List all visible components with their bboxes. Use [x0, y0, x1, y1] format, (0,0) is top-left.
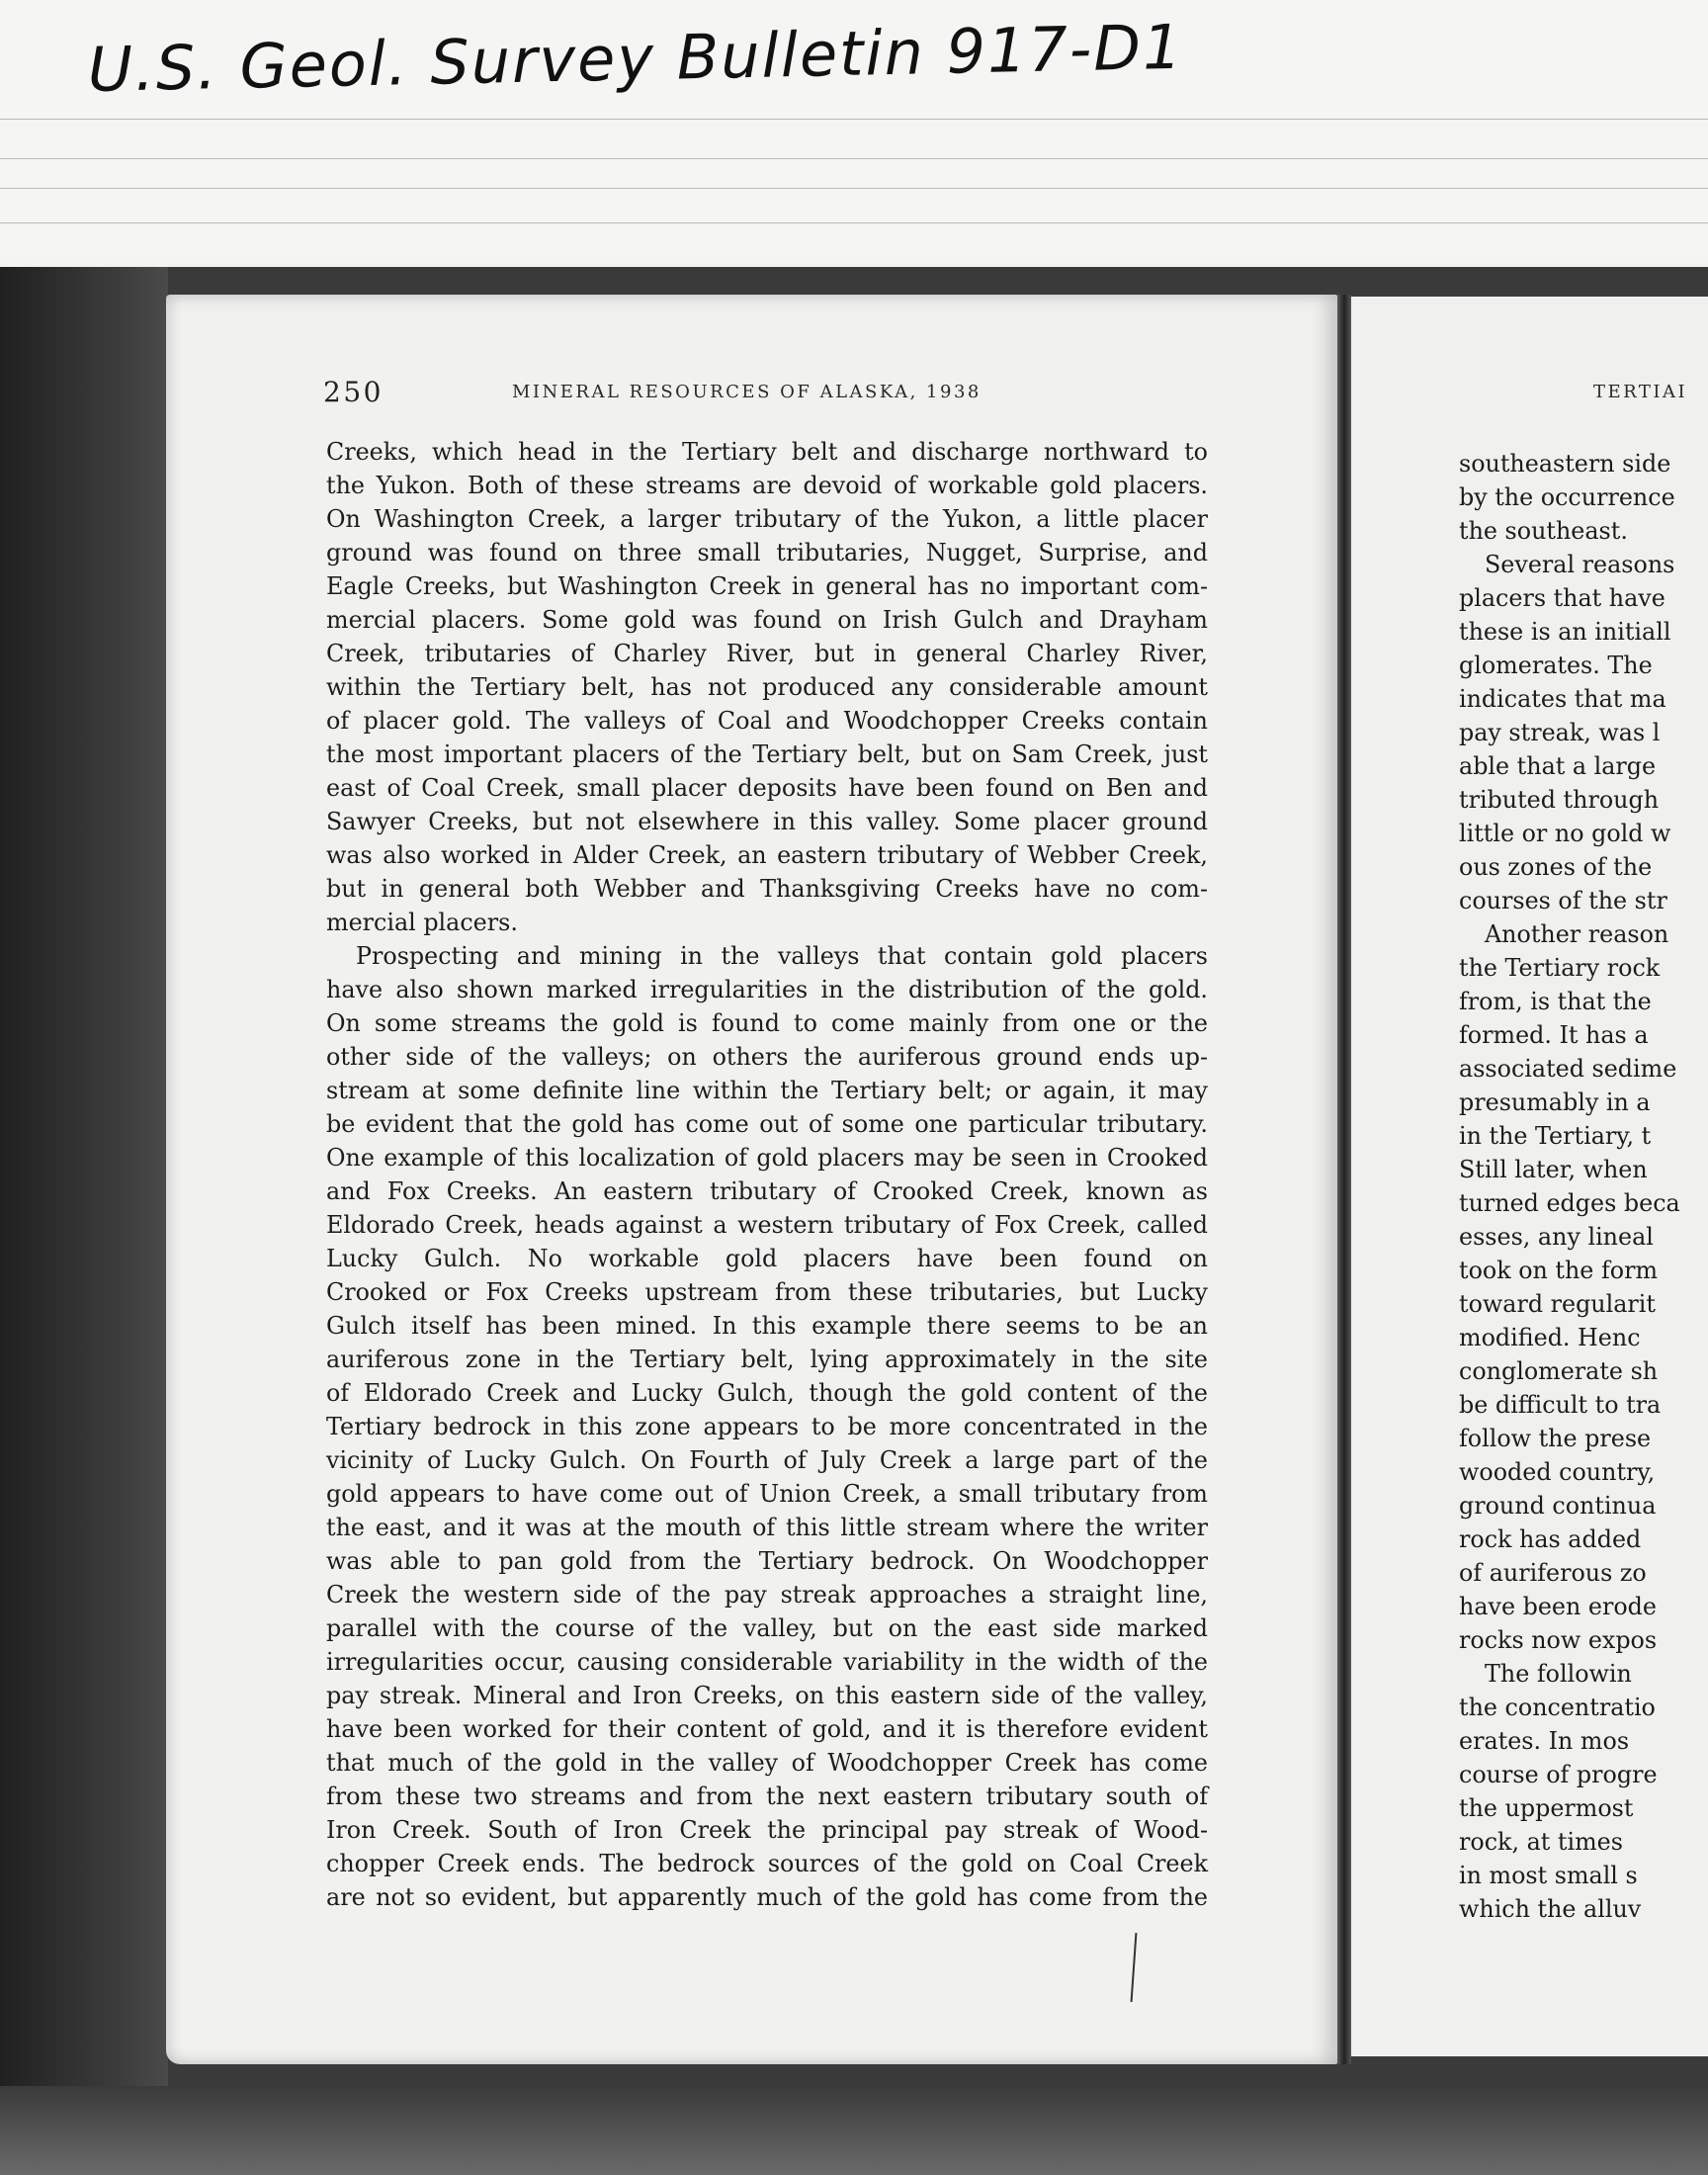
text-line: Eldorado Creek, heads against a western tributary of Fox Creek, called [326, 1211, 1208, 1239]
right-text-line: glomerates. The [1459, 652, 1653, 679]
right-text-line: indicates that ma [1459, 685, 1666, 713]
text-line: irregularities occur, causing considerable variability in the width of the [326, 1648, 1208, 1676]
text-line: auriferous zone in the Tertiary belt, lying approximately in the site [326, 1346, 1208, 1373]
right-text-line: esses, any lineal [1459, 1223, 1654, 1251]
right-text-line: follow the prese [1459, 1425, 1652, 1452]
right-text-line: courses of the str [1459, 887, 1667, 914]
text-line: of Eldorado Creek and Lucky Gulch, though the gold content of the [326, 1379, 1208, 1407]
text-line: the Yukon. Both of these streams are devoid of workable gold placers. [326, 472, 1208, 499]
ruled-line [0, 158, 1708, 159]
text-line: Gulch itself has been mined. In this example there seems to be an [326, 1312, 1208, 1340]
right-text-line: associated sedime [1459, 1055, 1677, 1083]
right-text-line: ground continua [1459, 1492, 1657, 1520]
text-line: have been worked for their content of gold, and it is therefore evident [326, 1715, 1208, 1743]
text-line: Eagle Creeks, but Washington Creek in general has no important com- [326, 572, 1208, 600]
ruled-line [0, 188, 1708, 189]
text-line: be evident that the gold has come out of some one particular tributary. [326, 1110, 1208, 1138]
page-number: 250 [323, 376, 384, 408]
right-text-line: able that a large [1459, 752, 1657, 780]
right-text-line: pay streak, was l [1459, 719, 1661, 746]
handwritten-header [0, 0, 1708, 257]
text-line: but in general both Webber and Thanksgiving Creeks have no com- [326, 875, 1208, 903]
text-line: that much of the gold in the valley of Woodchopper Creek has come [326, 1749, 1208, 1777]
right-text-line: placers that have [1459, 584, 1665, 612]
right-text-line: The followin [1485, 1660, 1632, 1688]
text-line: Tertiary bedrock in this zone appears to be more concentrated in the [326, 1413, 1208, 1440]
right-text-line: took on the form [1459, 1257, 1659, 1284]
right-text-line: wooded country, [1459, 1458, 1656, 1486]
right-text-line: Still later, when [1459, 1156, 1648, 1183]
text-line: Creek, tributaries of Charley River, but in general Charley River, [326, 640, 1208, 667]
right-text-line: the Tertiary rock [1459, 954, 1661, 982]
text-line: stream at some definite line within the Tertiary belt; or again, it may [326, 1077, 1208, 1104]
right-text-line: Another reason [1485, 920, 1669, 948]
right-text-line: be difficult to tra [1459, 1391, 1662, 1419]
right-text-line: of auriferous zo [1459, 1559, 1647, 1587]
text-line: of placer gold. The valleys of Coal and Woodchopper Creeks contain [326, 707, 1208, 735]
right-text-line: course of progre [1459, 1761, 1658, 1788]
right-text-line: the concentratio [1459, 1694, 1656, 1721]
text-line: chopper Creek ends. The bedrock sources of the gold on Coal Creek [326, 1850, 1208, 1877]
right-text-line: by the occurrence [1459, 483, 1675, 511]
text-line: Creek the western side of the pay streak approaches a straight line, [326, 1581, 1208, 1609]
text-line: from these two streams and from the next eastern tributary south of [326, 1783, 1208, 1810]
text-line: One example of this localization of gold placers may be seen in Crooked [326, 1144, 1208, 1172]
text-line: east of Coal Creek, small placer deposits have been found on Ben and [326, 774, 1208, 802]
right-text-line: toward regularit [1459, 1290, 1656, 1318]
right-text-line: which the alluv [1459, 1895, 1642, 1923]
handwritten-bulletin-label: U.S. Geol. Survey Bulletin 917-D1 [87, 10, 1185, 106]
right-text-line: rocks now expos [1459, 1626, 1658, 1654]
right-page-text [1459, 447, 1708, 1926]
text-line: Lucky Gulch. No workable gold placers have been found on [326, 1245, 1208, 1272]
right-text-line: in the Tertiary, t [1459, 1122, 1652, 1150]
right-text-line: southeastern side [1459, 450, 1671, 478]
text-line: Sawyer Creeks, but not elsewhere in this valley. Some placer ground [326, 808, 1208, 835]
text-line: mercial placers. [326, 909, 518, 936]
right-text-line: tributed through [1459, 786, 1660, 814]
right-text-line: little or no gold w [1459, 820, 1671, 847]
right-text-line: conglomerate sh [1459, 1357, 1659, 1385]
text-line: was able to pan gold from the Tertiary bedrock. On Woodchopper [326, 1547, 1208, 1575]
right-text-line: presumably in a [1459, 1088, 1651, 1116]
text-line: Prospecting and mining in the valleys that contain gold placers [356, 942, 1208, 970]
text-line: On some streams the gold is found to come mainly from one or the [326, 1009, 1208, 1037]
right-text-line: rock has added [1459, 1525, 1642, 1553]
ruled-line [0, 222, 1708, 223]
right-text-line: Several reasons [1485, 551, 1675, 578]
text-line: are not so evident, but apparently much of the gold has come from the [326, 1883, 1208, 1911]
right-text-line: from, is that the [1459, 988, 1652, 1015]
right-text-line: modified. Henc [1459, 1324, 1641, 1351]
right-text-line: the southeast. [1459, 517, 1628, 545]
book-spine [1337, 295, 1351, 2064]
ruled-line [0, 119, 1708, 120]
right-text-line: these is an initiall [1459, 618, 1671, 646]
text-line: have also shown marked irregularities in the distribution of the gold. [326, 976, 1208, 1003]
right-text-line: the uppermost [1459, 1794, 1634, 1822]
text-line: mercial placers. Some gold was found on Irish Gulch and Drayham [326, 606, 1208, 634]
text-line: within the Tertiary belt, has not produced any considerable amount [326, 673, 1208, 701]
right-text-line: erates. In mos [1459, 1727, 1630, 1755]
right-text-line: in most small s [1459, 1862, 1638, 1889]
text-line: the east, and it was at the mouth of this little stream where the writer [326, 1514, 1208, 1541]
text-line: Crooked or Fox Creeks upstream from these tributaries, but Lucky [326, 1278, 1208, 1306]
text-line: ground was found on three small tributaries, Nugget, Surprise, and [326, 539, 1208, 566]
right-text-line: rock, at times [1459, 1828, 1623, 1856]
text-line: vicinity of Lucky Gulch. On Fourth of July Creek a large part of the [326, 1446, 1208, 1474]
right-text-line: have been erode [1459, 1593, 1657, 1620]
right-text-line: turned edges beca [1459, 1189, 1680, 1217]
right-running-head: TERTIAI [1593, 382, 1688, 402]
running-head: MINERAL RESOURCES OF ALASKA, 1938 [512, 382, 982, 402]
right-text-line: ous zones of the [1459, 853, 1653, 881]
text-line: and Fox Creeks. An eastern tributary of Crooked Creek, known as [326, 1177, 1208, 1205]
body-text [326, 435, 1208, 1914]
text-line: the most important placers of the Tertiary belt, but on Sam Creek, just [326, 740, 1208, 768]
text-line: gold appears to have come out of Union Creek, a small tributary from [326, 1480, 1208, 1508]
right-text-line: formed. It has a [1459, 1021, 1649, 1049]
text-line: other side of the valleys; on others the auriferous ground ends up- [326, 1043, 1208, 1071]
text-line: Creeks, which head in the Tertiary belt and discharge northward to [326, 438, 1208, 466]
text-line: On Washington Creek, a larger tributary of the Yukon, a little placer [326, 505, 1208, 533]
text-line: was also worked in Alder Creek, an eastern tributary of Webber Creek, [326, 841, 1208, 869]
text-line: pay streak. Mineral and Iron Creeks, on this eastern side of the valley, [326, 1682, 1208, 1709]
text-line: parallel with the course of the valley, but on the east side marked [326, 1614, 1208, 1642]
text-line: Iron Creek. South of Iron Creek the principal pay streak of Wood- [326, 1816, 1208, 1844]
